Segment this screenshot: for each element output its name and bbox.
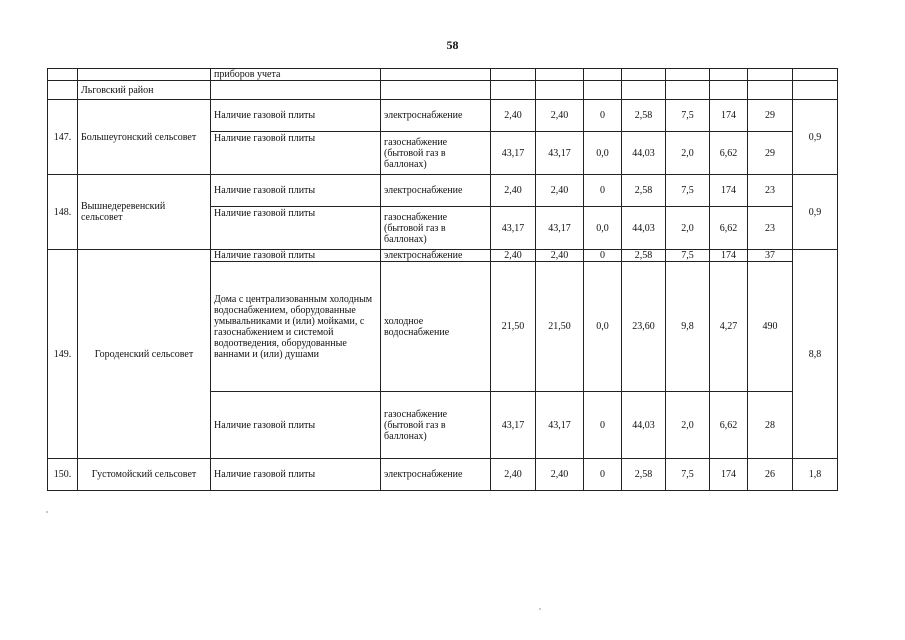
value-cell: 2,40: [491, 100, 536, 132]
value-cell: 43,17: [491, 132, 536, 175]
value-cell: 6,62: [710, 207, 748, 250]
service-cell: электроснабжение: [381, 459, 491, 491]
value-cell: 0,0: [584, 132, 622, 175]
value-cell: 174: [710, 175, 748, 207]
value-cell: 7,5: [666, 250, 710, 262]
service-cell: электроснабжение: [381, 175, 491, 207]
value-cell: 26: [748, 459, 793, 491]
tariff-table: [47, 68, 838, 491]
row-index: 150.: [48, 459, 78, 491]
row-index: 149.: [48, 250, 78, 459]
settlement-name: Городенский сельсовет: [78, 250, 211, 459]
value-cell: 9,8: [666, 262, 710, 392]
value-cell: 0: [584, 392, 622, 459]
value-cell: 43,17: [491, 392, 536, 459]
service-cell: электроснабжение: [381, 100, 491, 132]
value-cell: 43,17: [536, 392, 584, 459]
value-cell: 0: [584, 459, 622, 491]
value-cell: 174: [710, 250, 748, 262]
value-cell: 490: [748, 262, 793, 392]
table-row: [48, 69, 838, 81]
service-cell: газоснабжение (бытовой газ в баллонах): [381, 392, 491, 459]
value-cell: 44,03: [622, 132, 666, 175]
settlement-name: Вышнедеревенский сельсовет: [78, 175, 211, 250]
value-cell: 174: [710, 100, 748, 132]
value-cell: 43,17: [536, 207, 584, 250]
value-cell: 0: [584, 175, 622, 207]
value-cell: 7,5: [666, 175, 710, 207]
value-cell: 29: [748, 132, 793, 175]
service-cell: холодное водоснабжение: [381, 262, 491, 392]
district-row: [48, 81, 838, 100]
service-cell: электроснабжение: [381, 250, 491, 262]
value-cell: 6,62: [710, 132, 748, 175]
value-cell: 6,62: [710, 392, 748, 459]
service-cell: газоснабжение (бытовой газ в баллонах): [381, 207, 491, 250]
coefficient-cell: 8,8: [793, 250, 838, 459]
value-cell: 23: [748, 207, 793, 250]
value-cell: 2,58: [622, 459, 666, 491]
table-row: [48, 459, 838, 491]
value-cell: 7,5: [666, 100, 710, 132]
value-cell: 23: [748, 175, 793, 207]
coefficient-cell: 0,9: [793, 100, 838, 175]
value-cell: 21,50: [536, 262, 584, 392]
value-cell: 2,40: [491, 175, 536, 207]
value-cell: 29: [748, 100, 793, 132]
value-cell: 2,40: [491, 250, 536, 262]
indicator-cell: Наличие газовой плиты: [211, 207, 381, 250]
value-cell: 0: [584, 100, 622, 132]
value-cell: 44,03: [622, 392, 666, 459]
settlement-name: Густомойский сельсовет: [78, 459, 211, 491]
indicator-cell: Наличие газовой плиты: [211, 250, 381, 262]
value-cell: 2,40: [536, 100, 584, 132]
value-cell: 7,5: [666, 459, 710, 491]
value-cell: 21,50: [491, 262, 536, 392]
settlement-name: Большеугонский сельсовет: [78, 100, 211, 175]
coefficient-cell: 1,8: [793, 459, 838, 491]
value-cell: 2,0: [666, 132, 710, 175]
value-cell: 2,58: [622, 100, 666, 132]
indicator-cell: Дома с централизованным холодным водоснабжением, оборудованные умывальниками и (или) мойками, с газоснабжением и системой водоотведения, оборудованные ваннами и (или) душами: [211, 262, 381, 392]
value-cell: 44,03: [622, 207, 666, 250]
value-cell: 174: [710, 459, 748, 491]
value-cell: 0,0: [584, 207, 622, 250]
value-cell: 4,27: [710, 262, 748, 392]
indicator-cell: Наличие газовой плиты: [211, 392, 381, 459]
value-cell: 2,40: [536, 250, 584, 262]
value-cell: 0,0: [584, 262, 622, 392]
district-name: Льговский район: [78, 81, 211, 100]
value-cell: 2,58: [622, 250, 666, 262]
indicator-cell: Наличие газовой плиты: [211, 132, 381, 175]
value-cell: 2,40: [536, 459, 584, 491]
indicator-cell: Наличие газовой плиты: [211, 100, 381, 132]
value-cell: 43,17: [536, 132, 584, 175]
value-cell: 0: [584, 250, 622, 262]
value-cell: 2,0: [666, 392, 710, 459]
service-cell: газоснабжение (бытовой газ в баллонах): [381, 132, 491, 175]
value-cell: 23,60: [622, 262, 666, 392]
value-cell: 43,17: [491, 207, 536, 250]
row-index: 147.: [48, 100, 78, 175]
value-cell: 2,0: [666, 207, 710, 250]
value-cell: 28: [748, 392, 793, 459]
indicator-cell: приборов учета: [211, 69, 381, 81]
indicator-cell: Наличие газовой плиты: [211, 175, 381, 207]
scan-speck: [539, 608, 541, 610]
value-cell: 2,40: [536, 175, 584, 207]
value-cell: 2,58: [622, 175, 666, 207]
scan-speck: [46, 511, 48, 513]
value-cell: 37: [748, 250, 793, 262]
table-row: [48, 250, 838, 262]
table-row: [48, 175, 838, 207]
indicator-cell: Наличие газовой плиты: [211, 459, 381, 491]
coefficient-cell: 0,9: [793, 175, 838, 250]
page-number: 58: [446, 38, 459, 52]
value-cell: 2,40: [491, 459, 536, 491]
row-index: 148.: [48, 175, 78, 250]
table-row: [48, 100, 838, 132]
